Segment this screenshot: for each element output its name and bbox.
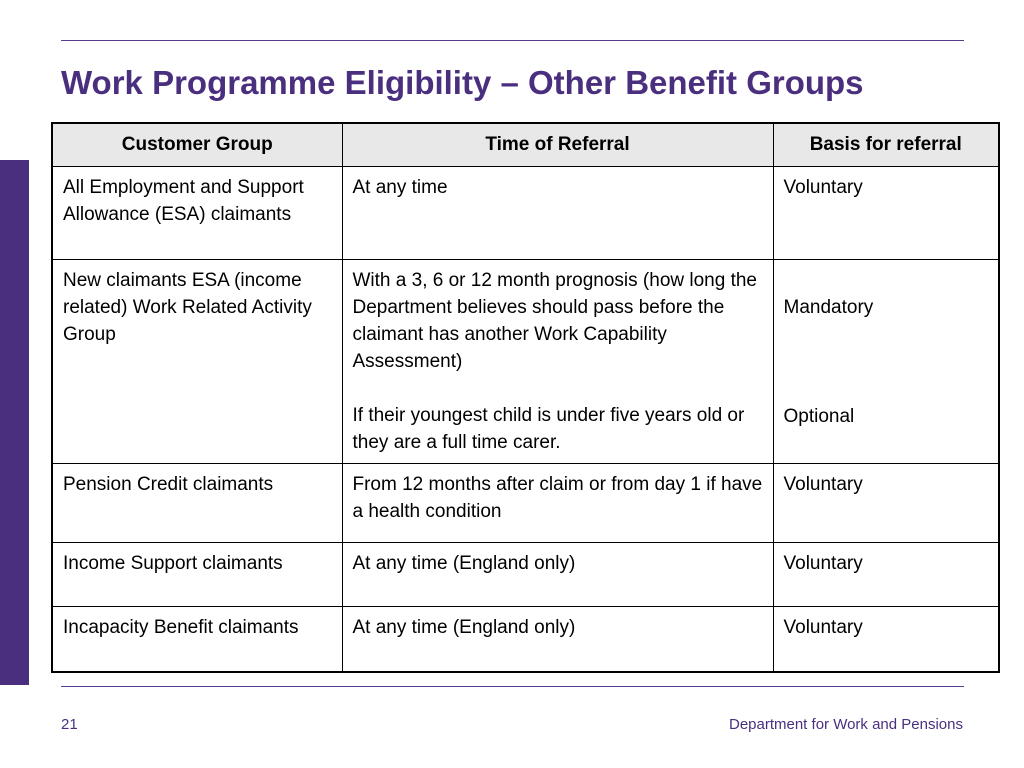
cell-basis: Voluntary <box>773 607 999 673</box>
header-time-of-referral: Time of Referral <box>342 123 773 167</box>
cell-customer-group: Incapacity Benefit claimants <box>52 607 342 673</box>
prognosis-text: With a 3, 6 or 12 month prognosis (how long the Department believes should pass before the claimant has another Work Capability Assessment) <box>352 270 758 372</box>
cell-time-of-referral: From 12 months after claim or from day 1 if have a health condition <box>342 464 773 543</box>
page-number: 21 <box>61 716 78 733</box>
eligibility-table <box>51 122 1000 673</box>
mandatory-text: Mandatory <box>783 297 874 318</box>
cell-basis: Voluntary <box>773 464 999 543</box>
cell-time-of-referral: At any time <box>342 167 773 260</box>
cell-basis <box>773 260 999 464</box>
cell-customer-group: Pension Credit claimants <box>52 464 342 543</box>
bottom-divider <box>61 686 964 687</box>
cell-time-of-referral: At any time (England only) <box>342 607 773 673</box>
carer-text: If their youngest child is under five years old or they are a full time carer. <box>352 405 745 453</box>
slide-title: Work Programme Eligibility – Other Benefit Groups <box>61 64 864 101</box>
cell-customer-group: Income Support claimants <box>52 543 342 607</box>
side-accent-bar <box>0 160 29 685</box>
header-customer-group: Customer Group <box>52 123 342 167</box>
cell-basis: Voluntary <box>773 167 999 260</box>
table-header-row <box>52 123 999 167</box>
table-row <box>52 607 999 673</box>
optional-text: Optional <box>783 406 855 427</box>
cell-customer-group: All Employment and Support Allowance (ESA) claimants <box>52 167 342 260</box>
cell-customer-group: New claimants ESA (income related) Work Related Activity Group <box>52 260 342 464</box>
cell-basis: Voluntary <box>773 543 999 607</box>
cell-time-of-referral <box>342 260 773 464</box>
paragraph-gap <box>353 375 763 402</box>
organisation-name: Department for Work and Pensions <box>728 716 963 733</box>
table-row <box>52 260 999 464</box>
top-divider <box>61 40 964 41</box>
cell-time-of-referral: At any time (England only) <box>342 543 773 607</box>
table-row <box>52 543 999 607</box>
header-basis-for-referral: Basis for referral <box>773 123 999 167</box>
table-row <box>52 464 999 543</box>
table-row <box>52 167 999 260</box>
